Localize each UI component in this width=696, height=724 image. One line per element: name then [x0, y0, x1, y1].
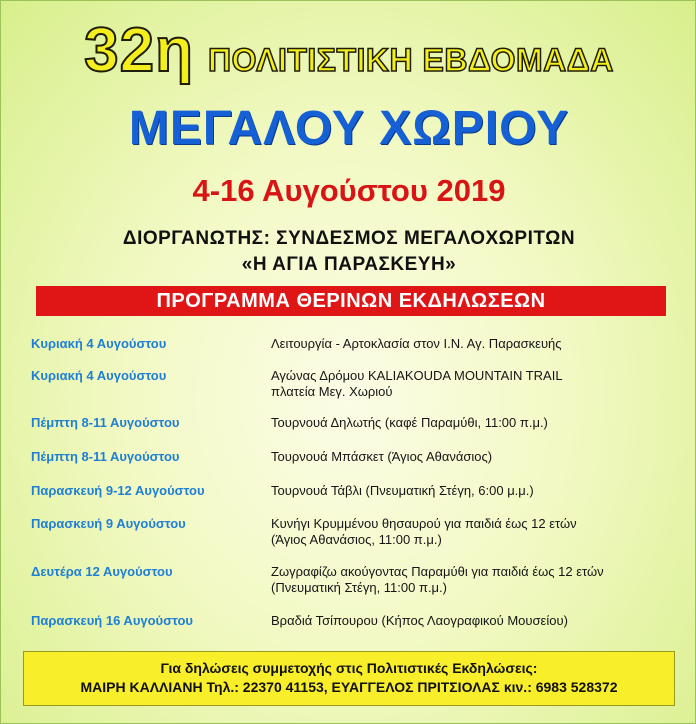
organizer-line-2: «Η ΑΓΙΑ ΠΑΡΑΣΚΕΥΗ»	[241, 254, 457, 275]
event-description-line: Τουρνουά Τάβλι (Πνευματική Στέγη, 6:00 μ.μ.)	[271, 483, 534, 498]
event-date: Παρασκευή 9-12 Αυγούστου	[31, 483, 205, 498]
event-date: Πέμπτη 8-11 Αυγούστου	[31, 449, 180, 464]
contact-intro: Για δηλώσεις συμμετοχής στις Πολιτιστικές Εκδηλώσεις:	[160, 660, 538, 676]
event-description-line: Λειτουργία - Αρτοκλασία στον Ι.Ν. Αγ. Παρασκευής	[271, 336, 562, 351]
event-dates: 4-16 Αυγούστου 2019	[192, 173, 506, 208]
event-description	[271, 415, 686, 431]
village-name: ΜΕΓΑΛΟΥ ΧΩΡΙΟΥ	[128, 102, 570, 155]
event-date: Παρασκευή 9 Αυγούστου	[31, 516, 186, 531]
event-description	[271, 449, 686, 465]
program-banner: ΠΡΟΓΡΑΜΜΑ ΘΕΡΙΝΩΝ ΕΚΔΗΛΩΣΕΩΝ	[36, 286, 666, 316]
event-date: Κυριακή 4 Αυγούστου	[31, 336, 167, 351]
event-description-line: Ζωγραφίζω ακούγοντας Παραμύθι για παιδιά έως 12 ετών	[271, 564, 604, 579]
event-description-line: (Πνευματική Στέγη, 11:00 π.μ.)	[271, 580, 447, 595]
event-description-line: Τουρνουά Μπάσκετ (Άγιος Αθανάσιος)	[271, 449, 493, 464]
edition-number: 32η	[84, 16, 194, 85]
event-date: Πέμπτη 8-11 Αυγούστου	[31, 415, 180, 430]
event-title: ΠΟΛΙΤΙΣΤΙΚΗ ΕΒΔΟΜΑΔΑ	[207, 42, 614, 78]
event-description	[271, 483, 686, 499]
event-description	[271, 516, 686, 548]
organizer-line-1: ΔΙΟΡΓΑΝΩΤΗΣ: ΣΥΝΔΕΣΜΟΣ ΜΕΓΑΛΟΧΩΡΙΤΩΝ	[122, 228, 576, 249]
event-description	[271, 613, 686, 629]
event-description	[271, 564, 686, 596]
event-description	[271, 368, 686, 400]
event-date: Δευτέρα 12 Αυγούστου	[31, 564, 173, 579]
event-description-line: Βραδιά Τσίπουρου (Κήπος Λαογραφικού Μουσείου)	[271, 613, 568, 628]
event-date: Παρασκευή 16 Αυγούστου	[31, 613, 193, 628]
contact-details: ΜΑΙΡΗ ΚΑΛΛΙΑΝΗ Τηλ.: 22370 41153, ΕΥΑΓΓΕΛΟΣ ΠΡΙΤΣΙΟΛΑΣ κιν.: 6983 528372	[80, 679, 618, 695]
poster-title	[1, 15, 696, 95]
event-description-line: Τουρνουά Δηλωτής (καφέ Παραμύθι, 11:00 π.μ.)	[271, 415, 548, 430]
event-description	[271, 336, 686, 352]
contact-box	[23, 651, 675, 706]
event-description-line: πλατεία Μεγ. Χωριού	[271, 384, 393, 399]
event-description-line: Κυνήγι Κρυμμένου θησαυρού για παιδιά έως 12 ετών	[271, 516, 577, 531]
event-description-line: (Άγιος Αθανάσιος, 11:00 π.μ.)	[271, 532, 442, 547]
event-description-line: Αγώνας Δρόμου KALIAKOUDA MOUNTAIN TRAIL	[271, 368, 563, 383]
event-date: Κυριακή 4 Αυγούστου	[31, 368, 167, 383]
